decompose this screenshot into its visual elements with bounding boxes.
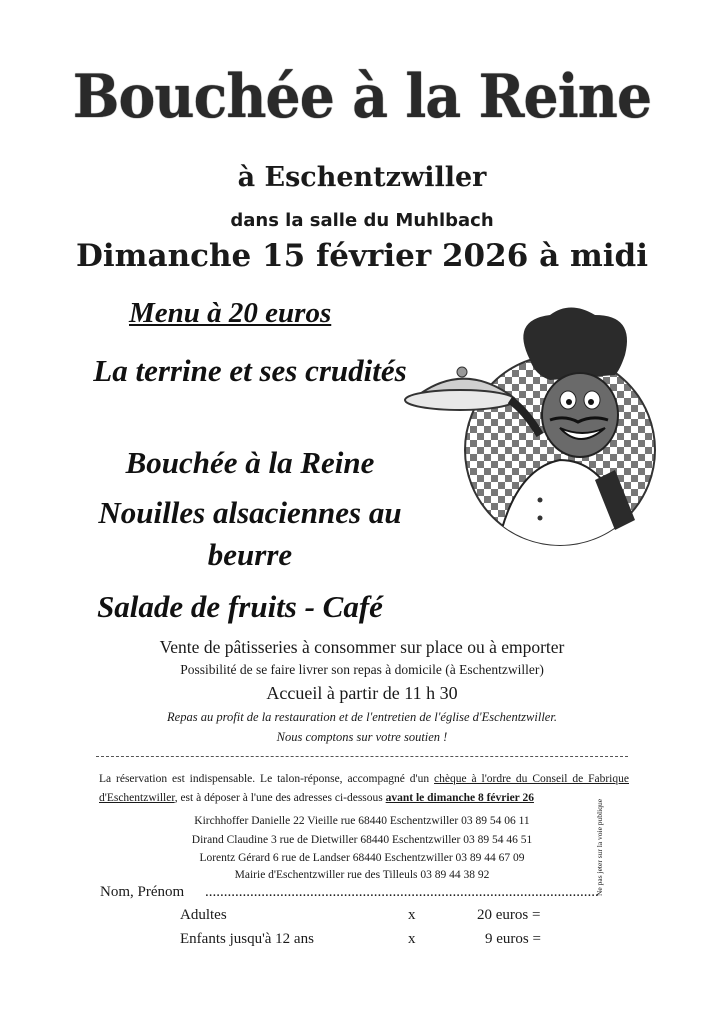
reservation-text [99, 770, 629, 808]
address-line: Kirchhoffer Danielle 22 Vieille rue 68440 Eschentzwiller 03 89 54 06 11 [194, 815, 530, 827]
name-label: Nom, Prénom [100, 884, 185, 900]
dish-main: Bouchée à la Reine [125, 445, 375, 480]
litter-notice: Ne pas jeter sur la voie publique [595, 798, 604, 896]
dish-starter: La terrine et ses crudités [93, 353, 407, 388]
event-date: Dimanche 15 février 2026 à midi [76, 238, 648, 274]
reservation-deadline: avant le dimanche 8 février 26 [385, 792, 534, 804]
town-subtitle: à Eschentzwiller [237, 162, 487, 193]
children-price: 9 euros = [485, 931, 541, 947]
menu-title: Menu à 20 euros [129, 297, 332, 329]
address-line: Dirand Claudine 3 rue de Dietwiller 68440 Eschentzwiller 03 89 54 46 51 [191, 834, 533, 846]
children-quantity-field[interactable]: x [408, 931, 416, 947]
name-field[interactable]: ......................................................................................................... [205, 884, 599, 900]
pastry-sales-note: Vente de pâtisseries à consommer sur place ou à emporter [159, 637, 565, 657]
chef-illustration [400, 300, 670, 560]
cheque-instruction: chèque à l'ordre du Conseil de Fabrique d'Eschentzwiller [99, 773, 629, 804]
dish-dessert: Salade de fruits - Café [97, 589, 383, 624]
address-line: Lorentz Gérard 6 rue de Landser 68440 Eschentzwiller 03 89 44 67 09 [199, 852, 525, 864]
profit-note: Repas au profit de la restauration et de l'entretien de l'église d'Eschentzwiller. [167, 710, 557, 724]
venue-line: dans la salle du Muhlbach [230, 210, 494, 231]
cut-line [96, 756, 628, 757]
welcome-time: Accueil à partir de 11 h 30 [266, 683, 458, 703]
support-note: Nous comptons sur votre soutien ! [276, 730, 448, 744]
children-label: Enfants jusqu'à 12 ans [180, 931, 314, 947]
adults-label: Adultes [180, 907, 227, 923]
dish-side: Nouilles alsaciennes au beurre [98, 495, 402, 572]
address-line: Mairie d'Eschentzwiller rue des Tilleuls 03 89 44 38 92 [234, 869, 490, 881]
reservation-intro: La réservation est indispensable. Le talon-réponse, accompagné d'un [99, 773, 435, 785]
page-title: Bouchée à la Reine [72, 62, 652, 132]
adults-quantity-field[interactable]: x [408, 907, 416, 923]
adults-price: 20 euros = [477, 907, 541, 923]
delivery-note: Possibilité de se faire livrer son repas à domicile (à Eschentzwiller) [180, 662, 544, 677]
reservation-middle: , est à déposer à l'une des adresses ci-dessous [174, 792, 386, 804]
